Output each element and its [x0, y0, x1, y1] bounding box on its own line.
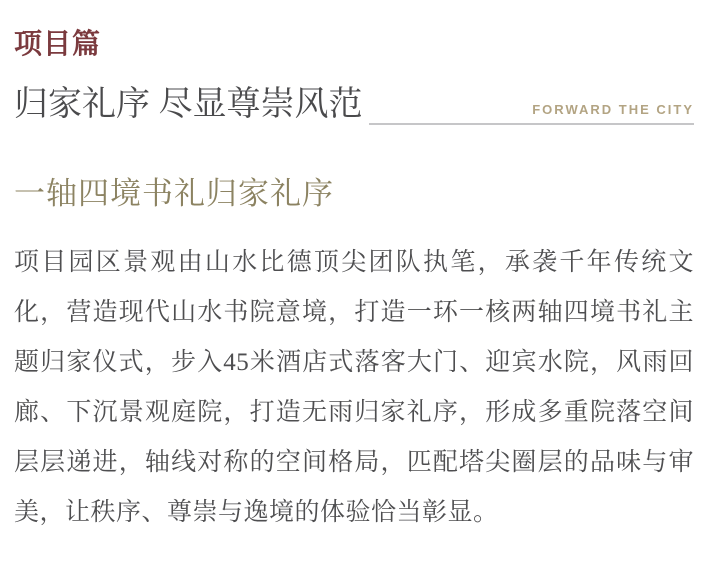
page-title: 归家礼序 尽显尊崇风范 [14, 86, 363, 123]
title-row [14, 82, 694, 128]
watermark-text: FORWARD THE CITY [532, 102, 694, 117]
body-paragraph: 项目园区景观由山水比德顶尖团队执笔，承袭千年传统文化，营造现代山水书院意境，打造一环一核两轴四境书礼主题归家仪式，步入45米酒店式落客大门、迎宾水院，风雨回廊、下沉景观庭院，打造无雨归家礼序，形成多重院落空间层层递进，轴线对称的空间格局，匹配塔尖圈层的品味与审美，让秩序、尊崇与逸境的体验恰当彰显。 [14, 249, 694, 526]
section-heading: 一轴四境书礼归家礼序 [14, 176, 334, 211]
title-underline-rule [369, 102, 695, 125]
chapter-label: 项目篇 [14, 29, 102, 60]
